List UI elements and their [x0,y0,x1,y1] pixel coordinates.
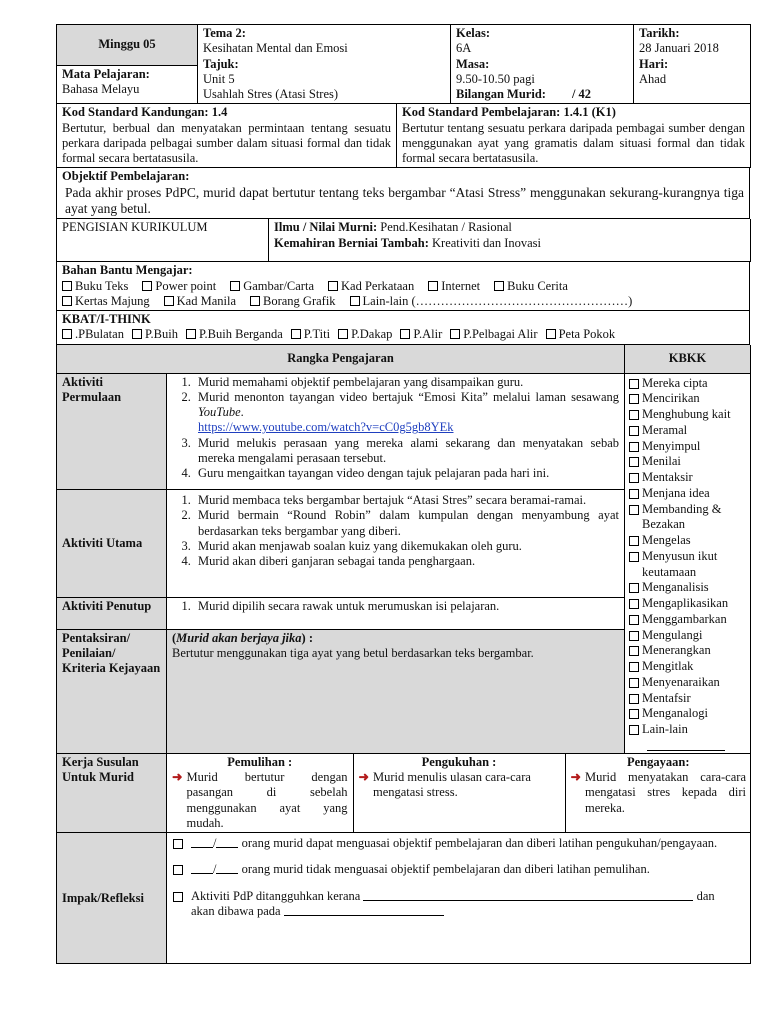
checkbox-icon[interactable] [629,426,639,436]
week-cell [57,25,198,66]
time-value: 9.50-10.50 pagi [456,71,535,86]
checkbox-icon[interactable] [494,281,504,291]
checkbox-icon[interactable] [164,296,174,306]
main-activities [167,490,625,598]
assessment-label: Pentaksiran/ Penilaian/ Kriteria Kejayaan [62,630,161,675]
assessment-label-cell [57,629,167,753]
kbkk-item-label: Menerangkan [642,643,711,658]
teaching-aids-table [56,262,750,311]
subject-value: Bahasa Melayu [62,82,140,97]
main-item: 2. Murid bermain “Round Robin” dalam kumpulan dengan menyambung ayat berdasarkan teks bergambar yang diberi. [194,508,619,539]
reflection-line-3 [173,889,744,920]
checkbox-icon[interactable] [291,329,301,339]
learning-standard-label: Kod Standard Pembelajaran: 1.4.1 (K1) [402,105,616,120]
kbat-option-label: .PBulatan [75,327,124,342]
kbat-table [56,311,750,345]
objective-text: Pada akhir proses PdPC, murid dapat bertutur tentang teks bergambar “Atasi Stress” menggunakan sekurang-kurangnya tiga ayat yang betul. [65,184,744,216]
kbkk-item[interactable] [629,580,746,596]
checkbox-icon[interactable] [132,329,142,339]
checkbox-icon[interactable] [629,379,639,389]
kbkk-item-label: Menjana idea [642,485,710,500]
kbkk-item[interactable] [629,691,746,707]
reflection-checkbox[interactable] [173,865,183,875]
lesson-outline-table [56,345,751,754]
kbat-option[interactable] [132,327,178,342]
added-skill-text: Kreativiti dan Inovasi [432,235,542,250]
reflection-text-3c: akan dibawa pada [191,903,281,918]
kbkk-item-label: Mentaksir [642,470,693,485]
student-count-label: Bilangan Murid: [456,87,546,101]
kbkk-item[interactable] [629,675,746,691]
kbkk-item[interactable] [629,533,746,549]
theme-value: Kesihatan Mental dan Emosi [203,41,348,56]
kbat-option-label: P.Dakap [351,327,393,342]
teaching-aid-option[interactable] [230,279,314,294]
kbkk-item[interactable] [629,470,746,486]
arrow-icon: ➜ [172,770,183,785]
checkbox-icon[interactable] [629,505,639,515]
assessment-text: Bertutur menggunakan tiga ayat yang betul berdasarkan teks bergambar. [172,645,534,660]
main-item: 4. Murid akan diberi ganjaran sebagai tanda penghargaan. [194,554,619,569]
kbat-option[interactable] [186,327,283,342]
teaching-aid-option[interactable] [62,294,150,309]
class-cell [451,25,634,104]
teaching-aids-cell [57,262,750,310]
checkbox-icon[interactable] [629,678,639,688]
reflection-checkbox[interactable] [173,892,183,902]
lesson-plan [56,24,750,964]
kbat-label: KBAT/I-THINK [62,312,151,327]
reflection-line-2: / orang murid tidak menguasai objektif pembelajaran dan diberi latihan pemulihan. [173,862,744,877]
kbkk-item-label: Menyimpul [642,438,701,453]
checkbox-icon[interactable] [230,281,240,291]
objective-label: Objektif Pembelajaran: [62,169,190,184]
teaching-aids-label: Bahan Bantu Mengajar: [62,263,193,278]
kbkk-item-label: Menyusun ikut keutamaan [642,548,718,579]
title-value: Usahlah Stres (Atasi Stres) [203,87,339,101]
student-count [456,87,628,102]
reflection-text-3b: dan [696,888,715,903]
checkbox-icon[interactable] [400,329,410,339]
class-label: Kelas: [456,26,491,40]
teaching-aid-option[interactable] [494,279,568,294]
teaching-aid-option-label: Kad Perkataan [341,278,415,293]
reinforcement-text: Murid menulis ulasan cara-cara mengatasi stress. [372,770,531,800]
teaching-aid-option[interactable] [428,279,480,294]
checkbox-icon[interactable] [62,329,72,339]
teaching-aid-option-label: Borang Grafik [263,293,336,308]
other-blank-line [647,742,725,751]
teaching-aids-row-1 [62,279,744,294]
enrichment-text: Murid menyatakan cara-cara mengatasi stres kepada diri mereka. [584,770,746,815]
content-standard-cell [57,104,397,168]
teaching-aid-option[interactable] [250,294,336,309]
reinforcement-cell [353,754,565,832]
opening-label: Aktiviti Permulaan [62,374,122,404]
reflection-checkbox[interactable] [173,839,183,849]
kbkk-item[interactable] [629,407,746,423]
kbat-option[interactable] [338,327,392,342]
checkbox-icon[interactable] [629,457,639,467]
kbkk-item-label: Menganalogi [642,706,708,721]
teaching-aid-option[interactable] [328,279,414,294]
checkbox-icon[interactable] [250,296,260,306]
content-standard-text: Bertutur, berbual dan menyatakan permintaan tentang sesuatu perkara daripada pelbagai sumber dalam situasi formal dan tidak formal secara bertatasusila. [62,120,391,165]
kbkk-item[interactable] [629,502,746,534]
kbkk-item-label: Menyenaraikan [642,674,720,689]
theme-cell [198,25,451,104]
kbat-option[interactable] [450,327,537,342]
checkbox-icon[interactable] [629,615,639,625]
checkbox-icon[interactable] [428,281,438,291]
kbat-option-label: P.Titi [303,327,331,342]
closing-label: Aktiviti Penutup [62,599,152,614]
kbat-option[interactable] [62,327,124,342]
reflection-line-1: / orang murid dapat menguasai objektif pembelajaran dan diberi latihan pengukuhan/pengayaan. [173,836,744,851]
kbkk-item-label: Menganalisis [642,580,709,595]
checkbox-icon[interactable] [629,662,639,672]
remedial-title: Pemulihan : [227,754,293,769]
kbkk-item-label: Mengitlak [642,659,694,674]
content-standard-label: Kod Standard Kandungan: 1.4 [62,105,228,120]
kbkk-item-label: Menghubung kait [642,407,731,422]
teaching-aid-option[interactable] [142,279,216,294]
checkbox-icon[interactable] [629,536,639,546]
values-text: Pend.Kesihatan / Rasional [380,220,512,235]
teaching-aid-option[interactable] [164,294,236,309]
reflection-text-1: orang murid dapat menguasai objektif pembelajaran dan diberi latihan pengukuhan/pengayaan. [241,836,718,851]
teaching-aid-option-label: Internet [441,278,481,293]
outline-title: Rangka Pengajaran [287,351,394,366]
main-item: 3. Murid akan menjawab soalan kuiz yang dikemukakan oleh guru. [194,539,619,554]
closing-label-cell [57,598,167,629]
kbat-option-label: Peta Pokok [558,327,616,342]
teaching-aids-row-2 [62,294,744,309]
opening-label-cell [57,373,167,489]
kbkk-title-cell [625,345,751,374]
teaching-aid-option[interactable] [350,294,633,309]
kbkk-item[interactable] [629,722,746,738]
week-label: Minggu 05 [98,37,156,52]
follow-up-label: Kerja Susulan Untuk Murid [62,754,139,785]
kbkk-item-label: Meramal [642,422,688,437]
kbkk-item-label: Lain-lain [642,722,688,737]
day-label: Hari: [639,56,669,71]
follow-up-inner [167,754,751,832]
header-table [56,24,751,104]
remedial-text: Murid bertutur dengan pasangan di sebelah menggunakan ayat yang mudah. [186,770,348,830]
learning-standard-text: Bertutur tentang sesuatu perkara daripada pembagai sumber dengan menggunakan ayat yang gramatis dalam situasi formal dan tidak formal secara bertatasusila. [402,120,745,165]
objective-cell [57,168,750,219]
remedial-cell [167,754,353,832]
assessment-heading: Murid akan berjaya jika [176,630,302,645]
date-label: Tarikh: [639,26,680,40]
kbkk-item-label: Menilai [642,454,681,469]
class-value: 6A [456,41,472,56]
checkbox-icon[interactable] [629,489,639,499]
opening-item-text: Murid menonton tayangan video bertajuk “Emosi Kita” melalui laman sesawang [198,389,620,404]
checkbox-icon[interactable] [629,394,639,404]
kbkk-item[interactable] [629,376,746,392]
youtube-link[interactable]: https://www.youtube.com/watch?v=cC0g5gb8YEk [198,420,454,435]
kbkk-item-label: Mengulangi [642,627,703,642]
checkbox-icon[interactable] [629,410,639,420]
kbkk-item[interactable] [629,596,746,612]
objective-table [56,168,750,219]
main-label-cell [57,490,167,598]
kbkk-title: KBKK [668,351,707,366]
kbat-option[interactable] [400,327,442,342]
kbat-option-label: P.Buih Berganda [198,327,283,342]
kbat-options [62,327,744,342]
kbkk-item[interactable] [629,706,746,722]
subject-cell [57,66,198,104]
teaching-aid-option[interactable] [62,279,128,294]
kbat-option-label: P.Alir [413,327,443,342]
reinforcement-title: Pengukuhan : [421,754,497,769]
curriculum-label-cell [57,219,269,262]
reflection-label: Impak/Refleksi [62,890,144,905]
checkbox-icon[interactable] [629,583,639,593]
standards-table [56,104,751,168]
kbat-cell [57,311,750,344]
kbkk-item[interactable] [629,423,746,439]
opening-item: 2. Murid menonton tayangan video bertajuk “Emosi Kita” melalui laman sesawang YouTube. https://www.youtube.com/watch?v=cC0g5gb8YEk [194,390,619,436]
values-label: Ilmu / Nilai Murni: [274,220,378,235]
enrichment-title: Pengayaan: [627,754,690,769]
reflection-text-2: orang murid tidak menguasai objektif pembelajaran dan diberi latihan pemulihan. [241,862,650,877]
student-count-value: / 42 [571,87,592,101]
checkbox-icon[interactable] [629,725,639,735]
title-label: Tajuk: [203,56,239,71]
teaching-aid-option-label: Buku Teks [75,278,129,293]
main-label: Aktiviti Utama [62,536,143,551]
follow-up-table [56,754,751,964]
kbkk-item[interactable] [629,628,746,644]
checkbox-icon[interactable] [629,442,639,452]
kbkk-item[interactable] [629,643,746,659]
kbkk-item[interactable] [629,486,746,502]
theme-label: Tema 2: [203,26,246,40]
arrow-icon: ➜ [570,770,581,785]
checkbox-icon[interactable] [629,473,639,483]
kbat-option-label: P.Buih [144,327,178,342]
teaching-aid-option-label: Power point [155,278,217,293]
opening-item: 3. Murid melukis perasaan yang mereka alami sekarang dan menyatakan sebab mereka mengalami perasaan tersebut. [194,436,619,467]
kbat-option-label: P.Pelbagai Alir [463,327,538,342]
checkbox-icon[interactable] [328,281,338,291]
teaching-aid-option-label: Gambar/Carta [243,278,314,293]
checkbox-icon[interactable] [142,281,152,291]
main-item: 1. Murid membaca teks bergambar bertajuk “Atasi Stres” secara beramai-ramai. [194,493,619,508]
subject-label: Mata Pelajaran: [62,67,150,81]
kbkk-item[interactable] [629,612,746,628]
teaching-aid-option-label: Kertas Majung [75,293,150,308]
checkbox-icon[interactable] [186,329,196,339]
follow-up-cell [167,754,751,833]
learning-standard-cell [397,104,751,168]
checkbox-icon[interactable] [629,694,639,704]
kbkk-item-label: Mereka cipta [642,375,708,390]
checkbox-icon[interactable] [350,296,360,306]
kbat-option[interactable] [546,327,616,342]
kbkk-item-label: Membanding & Bezakan [642,501,722,532]
checkbox-icon[interactable] [62,281,72,291]
kbkk-item[interactable] [629,659,746,675]
kbkk-list [625,373,751,753]
time-label: Masa: [456,56,490,71]
checkbox-icon[interactable] [629,599,639,609]
opening-item: 1. Murid memahami objektif pembelajaran yang disampaikan guru. [194,375,619,390]
checkbox-icon[interactable] [546,329,556,339]
assessment-cell: (Murid akan berjaya jika) : Bertutur menggunakan tiga ayat yang betul berdasarkan teks bergambar. [167,629,625,753]
checkbox-icon[interactable] [338,329,348,339]
date-cell [634,25,751,104]
checkbox-icon[interactable] [450,329,460,339]
kbkk-item-label: Mencirikan [642,391,700,406]
kbat-option[interactable] [291,327,330,342]
closing-activities [167,598,625,629]
reflection-cell [167,833,751,964]
curriculum-values-cell [269,219,751,262]
enrichment-cell [565,754,751,832]
kbkk-item[interactable] [629,549,746,581]
kbkk-item[interactable] [629,391,746,407]
opening-activities [167,373,625,489]
curriculum-label: PENGISIAN KURIKULUM [62,220,208,235]
teaching-aid-option-label: Kad Manila [176,293,236,308]
opening-item: 4. Guru mengaitkan tayangan video dengan tajuk pelajaran pada hari ini. [194,466,619,481]
checkbox-icon[interactable] [629,631,639,641]
kbkk-item[interactable] [629,454,746,470]
kbkk-item-label: Mengelas [642,533,691,548]
curriculum-table [56,219,751,262]
teaching-aid-option-label: Lain-lain (……………………………………………) [362,293,633,308]
teaching-aid-option-label: Buku Cerita [507,278,568,293]
kbkk-item[interactable] [629,439,746,455]
arrow-icon: ➜ [358,770,369,785]
checkbox-icon[interactable] [62,296,72,306]
day-value: Ahad [639,71,667,86]
reflection-label-cell [57,833,167,964]
unit-value: Unit 5 [203,71,235,86]
checkbox-icon[interactable] [629,552,639,562]
date-value: 28 Januari 2018 [639,41,719,56]
outline-title-cell [57,345,625,374]
kbkk-item-label: Mengaplikasikan [642,596,729,611]
follow-up-label-cell [57,754,167,833]
youtube-text: YouTube [198,405,241,420]
kbkk-item-label: Mentafsir [642,690,691,705]
reflection-text-3a: Aktiviti PdP ditangguhkan kerana [191,888,361,903]
closing-item: 1. Murid dipilih secara rawak untuk merumuskan isi pelajaran. [194,599,619,614]
added-skill-label: Kemahiran Berniai Tambah: [274,235,429,250]
checkbox-icon[interactable] [629,646,639,656]
checkbox-icon[interactable] [629,709,639,719]
kbkk-item-label: Menggambarkan [642,611,727,626]
